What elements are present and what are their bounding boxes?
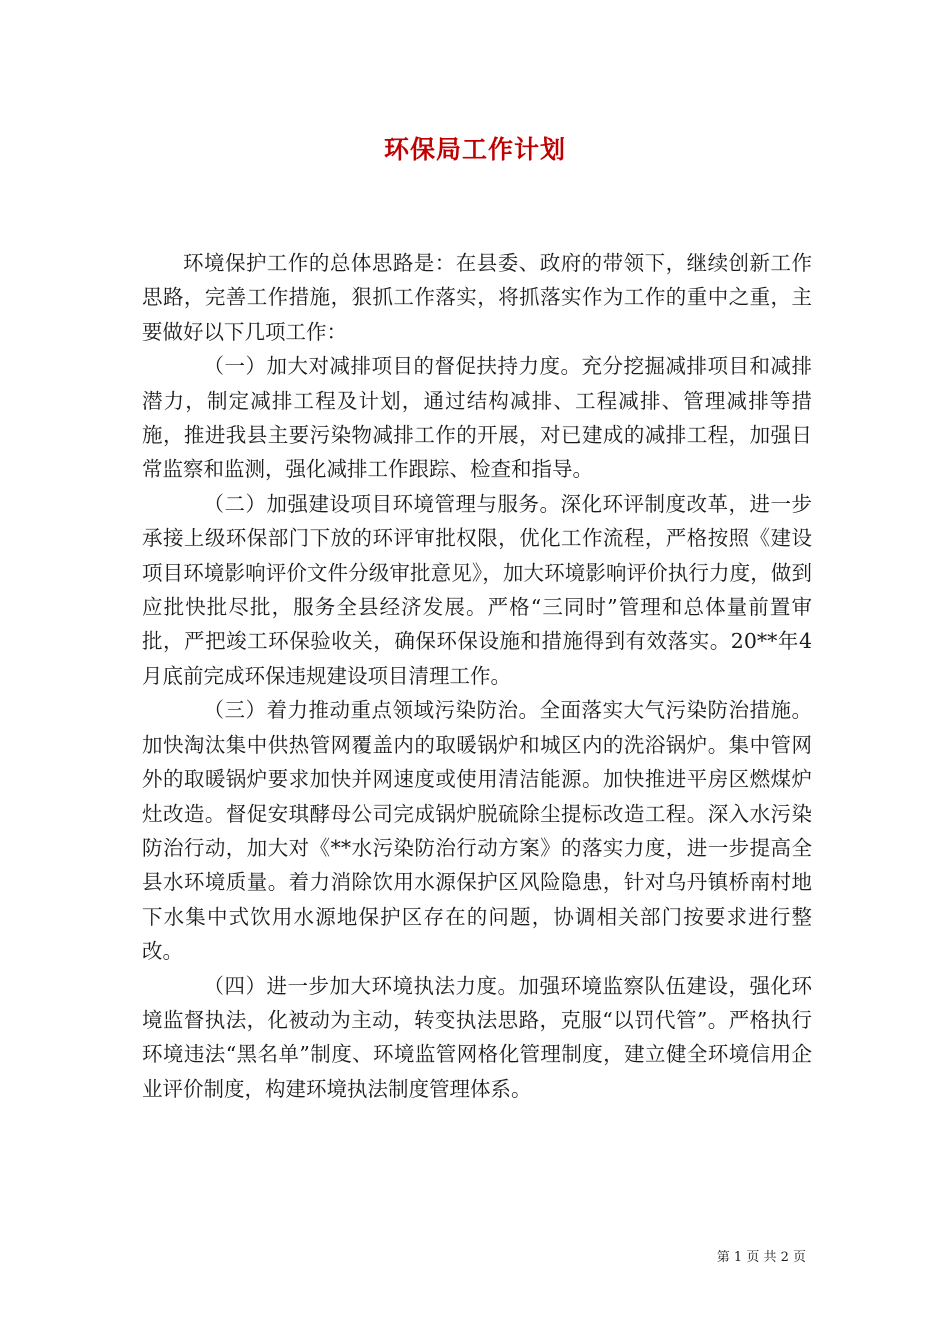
paragraph-section-4: （四）进一步加大环境执法力度。加强环境监察队伍建设，强化环境监督执法，化被动为主动，转变执法思路，克服“以罚代管”。严格执行环境违法“黑名单”制度、环境监管网格化管理制度，建立健全环境信用企业评价制度，构建环境执法制度管理体系。: [142, 973, 812, 1101]
paragraph-section-3: （三）着力推动重点领域污染防治。全面落实大气污染防治措施。加快淘汰集中供热管网覆盖内的取暖锅炉和城区内的洗浴锅炉。集中管网外的取暖锅炉要求加快并网速度或使用清洁能源。加快推进平房区燃煤炉灶改造。督促安琪酵母公司完成锅炉脱硫除尘提标改造工程。深入水污染防治行动，加大对《**水污染防治行动方案》的落实力度，进一步提高全县水环境质量。着力消除饮用水源保护区风险隐患，针对乌丹镇桥南村地下水集中式饮用水源地保护区存在的问题，协调相关部门按要求进行整改。: [142, 698, 812, 964]
page-number: 第 1 页 共 2 页: [716, 1250, 806, 1265]
page-title: 环保局工作计划: [383, 135, 566, 164]
document-body: [142, 246, 812, 1106]
paragraph-section-1: （一）加大对减排项目的督促扶持力度。充分挖掘减排项目和减排潜力，制定减排工程及计划，通过结构减排、工程减排、管理减排等措施，推进我县主要污染物减排工作的开展，对已建成的减排工程，加强日常监察和监测，强化减排工作跟踪、检查和指导。: [142, 354, 812, 482]
paragraph-section-2: （二）加强建设项目环境管理与服务。深化环评制度改革，进一步承接上级环保部门下放的环评审批权限，优化工作流程，严格按照《建设项目环境影响评价文件分级审批意见》，加大环境影响评价执行力度，做到应批快批尽批，服务全县经济发展。严格“三同时”管理和总体量前置审批，严把竣工环保验收关，确保环保设施和措施得到有效落实。20**年4月底前完成环保违规建设项目清理工作。: [142, 491, 812, 688]
paragraph-intro: 环境保护工作的总体思路是：在县委、政府的带领下，继续创新工作思路，完善工作措施，狠抓工作落实，将抓落实作为工作的重中之重，主要做好以下几项工作：: [142, 251, 812, 344]
